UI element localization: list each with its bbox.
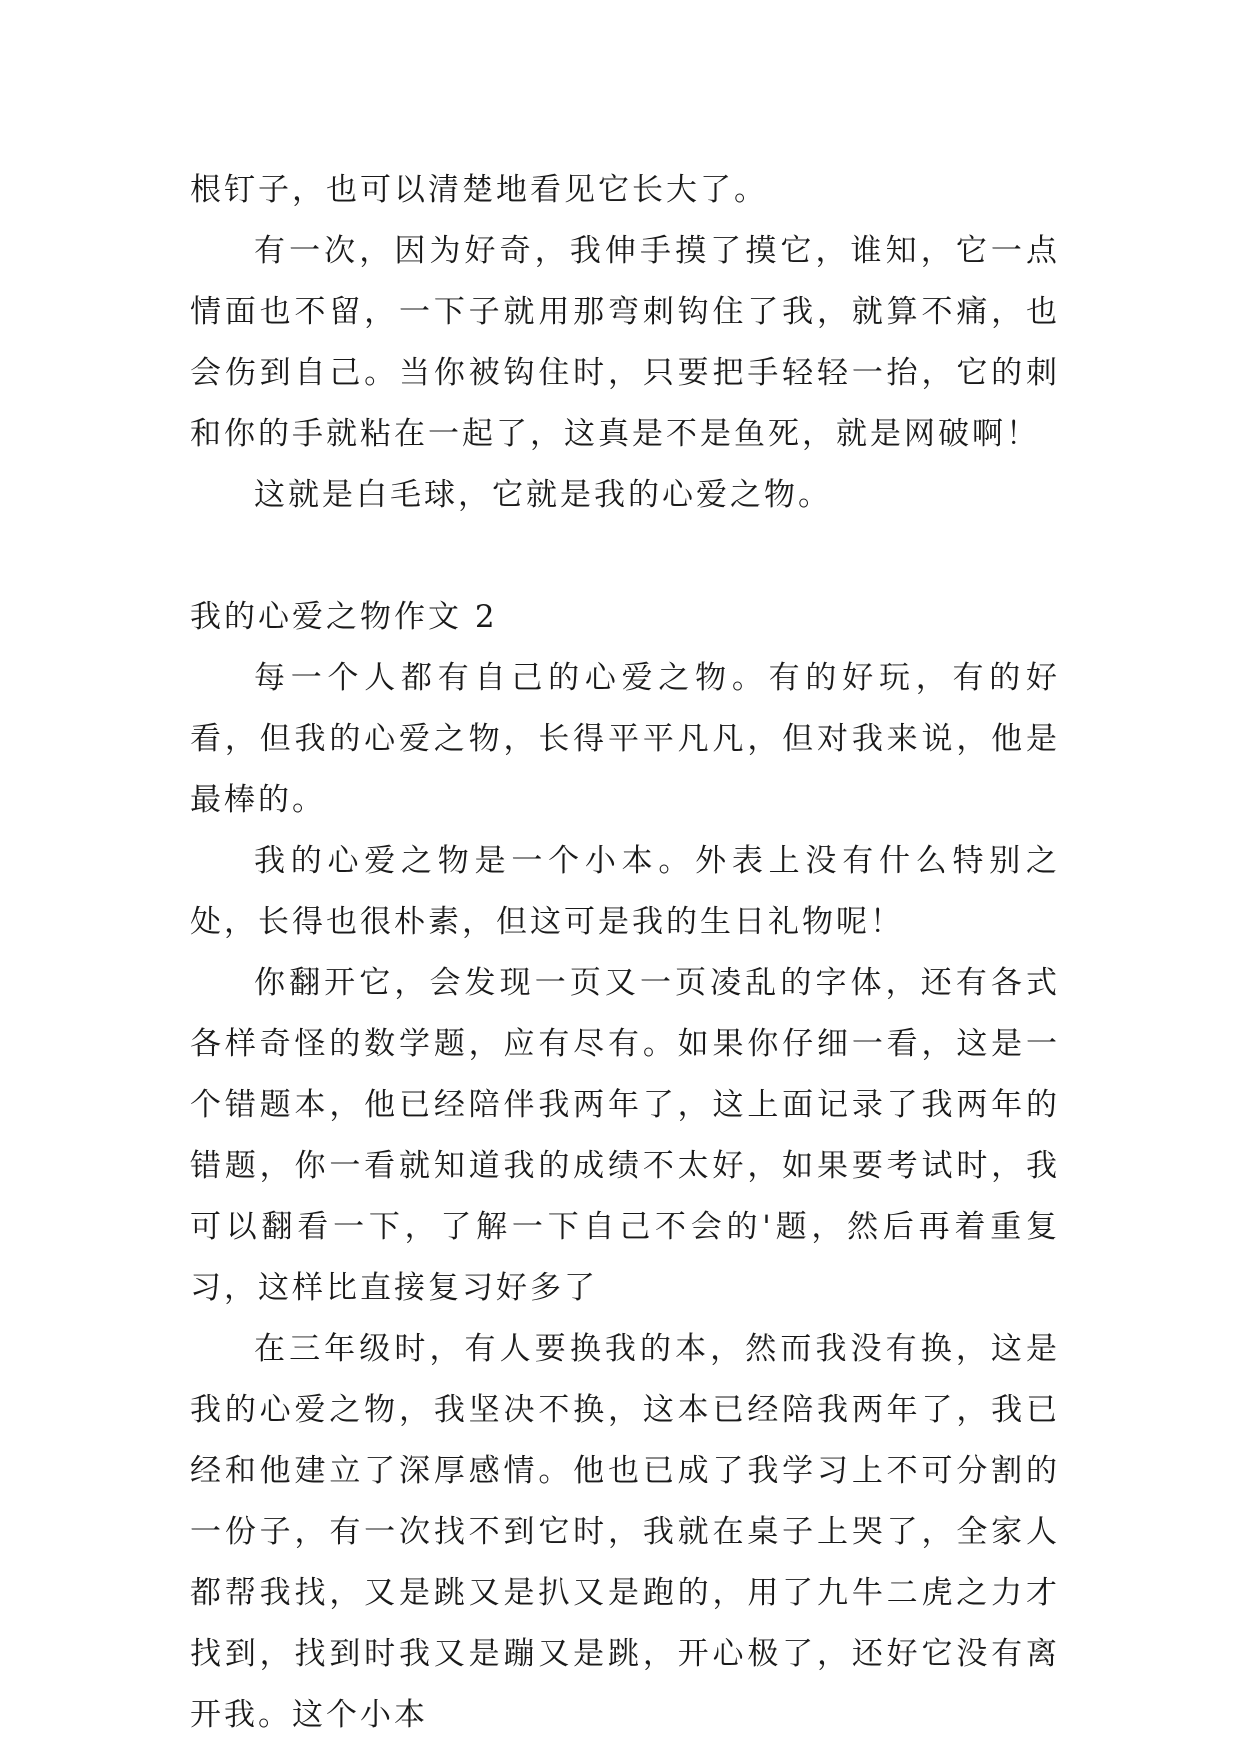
paragraph-continuation: 根钉子，也可以清楚地看见它长大了。	[190, 172, 768, 208]
paragraph: 这就是白毛球，它就是我的心爱之物。	[254, 477, 832, 513]
paragraph: 每一个人都有自己的心爱之物。有的好玩，有的好看，但我的心爱之物，长得平平凡凡，但对我来说，他是最棒的。	[190, 660, 1060, 818]
essay-title: 我的心爱之物作文 2	[190, 599, 498, 635]
paragraph: 有一次，因为好奇，我伸手摸了摸它，谁知，它一点情面也不留，一下子就用那弯刺钩住了我，就算不痛，也会伤到自己。当你被钩住时，只要把手轻轻一抬，它的刺和你的手就粘在一起了，这真是不是鱼死，就是网破啊！	[190, 233, 1060, 452]
document-body	[190, 160, 1060, 1746]
paragraph: 在三年级时，有人要换我的本，然而我没有换，这是我的心爱之物，我坚决不换，这本已经陪我两年了，我已经和他建立了深厚感情。他也已成了我学习上不可分割的一份子，有一次找不到它时，我就在桌子上哭了，全家人都帮我找，又是跳又是扒又是跑的，用了九牛二虎之力才找到，找到时我又是蹦又是跳，开心极了，还好它没有离开我。这个小本	[190, 1331, 1060, 1733]
paragraph: 你翻开它，会发现一页又一页凌乱的字体，还有各式各样奇怪的数学题，应有尽有。如果你仔细一看，这是一个错题本，他已经陪伴我两年了，这上面记录了我两年的错题，你一看就知道我的成绩不太好，如果要考试时，我可以翻看一下，了解一下自己不会的'题，然后再着重复习，这样比直接复习好多了	[190, 965, 1060, 1306]
paragraph: 我的心爱之物是一个小本。外表上没有什么特别之处，长得也很朴素，但这可是我的生日礼物呢！	[190, 843, 1060, 940]
